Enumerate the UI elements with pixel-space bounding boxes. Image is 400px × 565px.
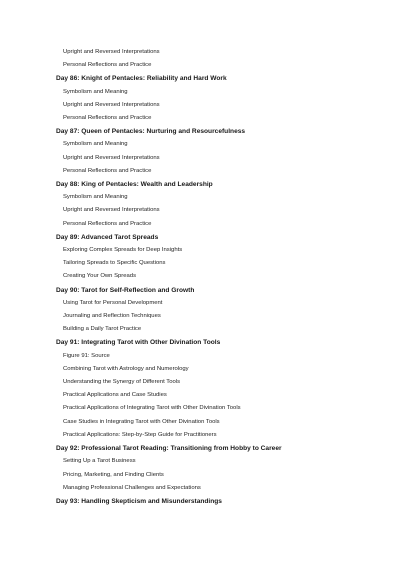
toc-entry[interactable]: Managing Professional Challenges and Expectations xyxy=(63,484,201,491)
toc-entry[interactable]: Case Studies in Integrating Tarot with Other Divination Tools xyxy=(63,418,220,425)
toc-entry[interactable]: Personal Reflections and Practice xyxy=(63,220,152,227)
toc-entry[interactable]: Using Tarot for Personal Development xyxy=(63,299,163,306)
toc-entry[interactable]: Building a Daily Tarot Practice xyxy=(63,326,142,333)
toc-entry[interactable]: Exploring Complex Spreads for Deep Insights xyxy=(63,247,183,254)
toc-day-89[interactable]: Day 89: Advanced Tarot Spreads xyxy=(56,233,159,241)
toc-entry[interactable]: Symbolism and Meaning xyxy=(63,88,128,95)
toc-entry[interactable]: Upright and Reversed Interpretations xyxy=(63,101,160,108)
toc-day-90[interactable]: Day 90: Tarot for Self-Reflection and Growth xyxy=(56,286,195,294)
toc-day-93[interactable]: Day 93: Handling Skepticism and Misunderstandings xyxy=(56,497,222,505)
toc-entry[interactable]: Combining Tarot with Astrology and Numerology xyxy=(63,365,189,372)
toc-entry[interactable]: Upright and Reversed Interpretations xyxy=(63,154,160,161)
toc-day-88[interactable]: Day 88: King of Pentacles: Wealth and Leadership xyxy=(56,181,213,189)
toc-entry[interactable]: Tailoring Spreads to Specific Questions xyxy=(63,260,166,267)
table-of-contents xyxy=(56,46,380,508)
toc-day-87[interactable]: Day 87: Queen of Pentacles: Nurturing and Resourcefulness xyxy=(56,128,246,136)
toc-day-86[interactable]: Day 86: Knight of Pentacles: Reliability and Hard Work xyxy=(56,75,227,83)
toc-day-91[interactable]: Day 91: Integrating Tarot with Other Divination Tools xyxy=(56,339,221,347)
toc-entry[interactable]: Symbolism and Meaning xyxy=(63,141,128,148)
toc-entry[interactable]: Practical Applications: Step-by-Step Guide for Practitioners xyxy=(63,431,217,438)
toc-entry[interactable]: Practical Applications of Integrating Tarot with Other Divination Tools xyxy=(63,405,241,412)
toc-entry[interactable]: Personal Reflections and Practice xyxy=(63,115,152,122)
toc-entry[interactable]: Personal Reflections and Practice xyxy=(63,62,152,69)
toc-entry[interactable]: Figure 91: Source xyxy=(63,352,110,359)
toc-entry[interactable]: Personal Reflections and Practice xyxy=(63,167,152,174)
toc-day-92[interactable]: Day 92: Professional Tarot Reading: Transitioning from Hobby to Career xyxy=(56,445,282,453)
toc-entry[interactable]: Upright and Reversed Interpretations xyxy=(63,207,160,214)
toc-entry[interactable]: Setting Up a Tarot Business xyxy=(63,458,136,465)
toc-entry[interactable]: Understanding the Synergy of Different Tools xyxy=(63,379,181,386)
toc-entry[interactable]: Symbolism and Meaning xyxy=(63,194,128,201)
toc-entry[interactable]: Journaling and Reflection Techniques xyxy=(63,313,161,320)
toc-entry[interactable]: Practical Applications and Case Studies xyxy=(63,392,167,399)
toc-entry[interactable]: Upright and Reversed Interpretations xyxy=(63,49,160,55)
toc-entry[interactable]: Creating Your Own Spreads xyxy=(63,273,137,280)
toc-entry[interactable]: Pricing, Marketing, and Finding Clients xyxy=(63,471,164,478)
